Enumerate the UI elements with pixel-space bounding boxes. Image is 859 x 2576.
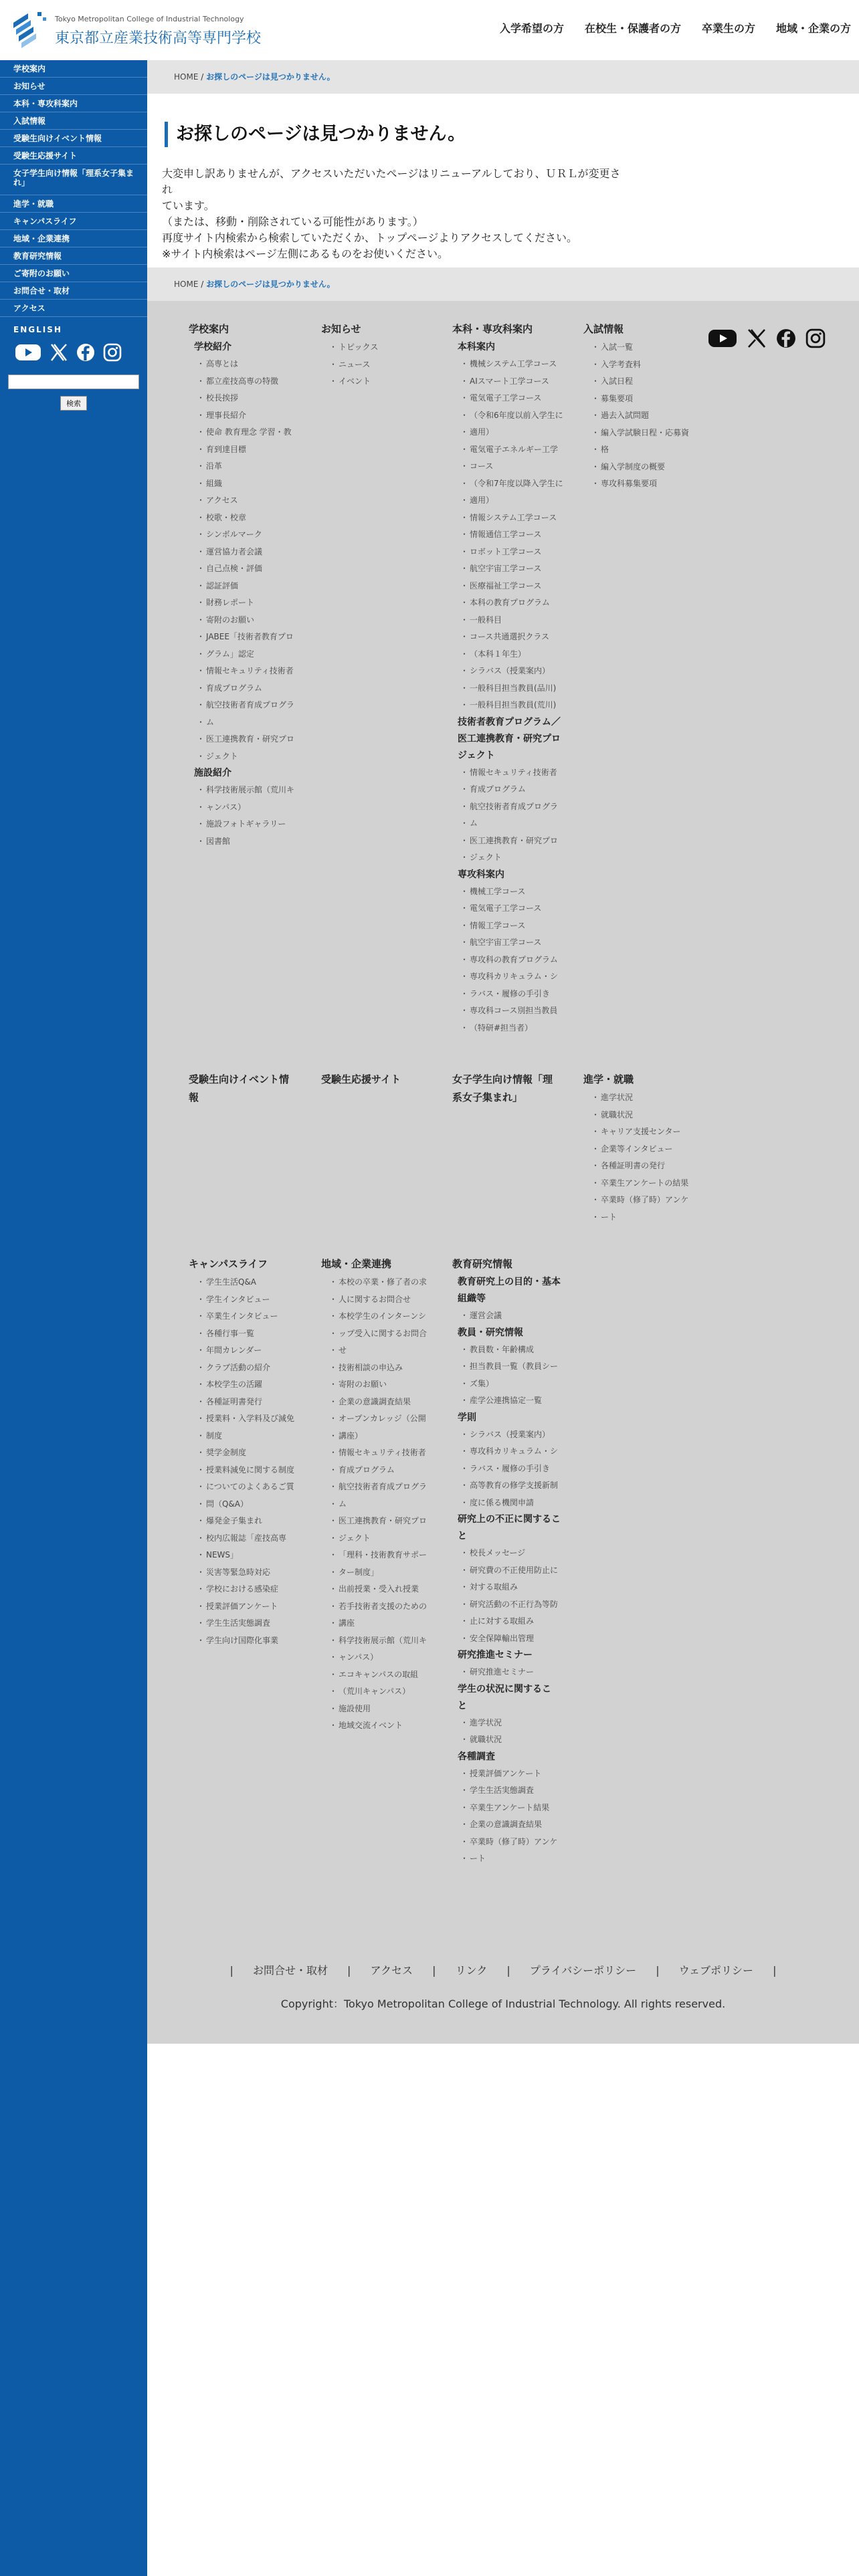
footer-col-community [321, 1256, 442, 1735]
footer-link[interactable]: ・ 卒業時（修了時）アンケ [452, 1834, 573, 1851]
footer-link[interactable]: ・ （令和7年度以降入学生に [452, 475, 573, 493]
main-content [147, 60, 859, 2576]
footer-link[interactable]: ・ 運営会議 [452, 1307, 573, 1325]
footer-link[interactable]: ・ ジェクト [189, 748, 309, 766]
footer-link[interactable]: ・ 組織 [189, 475, 309, 493]
footer-link[interactable]: ・ 情報セキュリティ技術者 [321, 1444, 442, 1462]
footer-link[interactable]: ・ クラブ活動の紹介 [189, 1360, 309, 1377]
footer-link[interactable]: ・ 都立産技高専の特徴 [189, 373, 309, 391]
footer-link[interactable]: ・ 出前授業・受入れ授業 [321, 1581, 442, 1598]
footer-link[interactable]: ・ 講座） [321, 1428, 442, 1445]
footer-link[interactable]: ・ NEWS」 [189, 1547, 309, 1564]
footer-link[interactable]: ・ 航空技術者育成プログラ [452, 798, 573, 816]
breadcrumb-current: お探しのページは見つかりません。 [206, 280, 335, 289]
sidebar-item[interactable]: 学校案内 [0, 60, 147, 78]
copyright: Copyright：Tokyo Metropolitan College of Industrial Technology. All rights reserved. [280, 1998, 726, 2010]
link-separator: | [656, 1964, 660, 1977]
footer-subheading[interactable]: と [458, 1700, 467, 1711]
footer-heading[interactable]: 報 [189, 1091, 199, 1103]
footer-bottom-link[interactable]: リンク [455, 1964, 488, 1977]
footer-breadcrumb [147, 267, 859, 301]
footer-link[interactable]: ・ 学生インタビュー [189, 1291, 309, 1309]
footer-link[interactable]: ・ 卒業生インタビュー [189, 1308, 309, 1325]
footer-link[interactable]: ・ 卒業時（修了時）アンケ [583, 1192, 704, 1209]
footer-bottom-link[interactable]: ウェブポリシー [678, 1964, 754, 1977]
footer-link[interactable]: ・ 安全保障輸出管理 [452, 1630, 573, 1648]
footer-link[interactable]: ・ 研究活動の不正行為等防 [452, 1596, 573, 1614]
footer-link[interactable]: ・ （本科１年生） [452, 646, 573, 663]
footer-link[interactable]: ・ 校内広報誌「産技高専 [189, 1530, 309, 1547]
footer-link[interactable]: ・ 理事長紹介 [189, 407, 309, 425]
footer-link[interactable]: ・ 情報システム工学コース [452, 510, 573, 527]
footer-subheading[interactable]: 学則 [458, 1412, 476, 1423]
footer-link[interactable]: ・ 育成プログラム [189, 680, 309, 697]
footer-link[interactable]: ・ 専攻科カリキュラム・シ [452, 968, 573, 986]
footer-link[interactable]: ・ 止に対する取組み [452, 1613, 573, 1630]
footer-link[interactable]: ・ 入学考査料 [583, 356, 697, 374]
footer-heading[interactable]: キャンパスライフ [189, 1258, 268, 1270]
footer-subheading[interactable]: 学校紹介 [194, 342, 231, 352]
footer-link[interactable]: ・ 情報セキュリティ技術者 [189, 663, 309, 680]
footer-link[interactable]: ・ 本校の卒業・修了者の求 [321, 1274, 442, 1291]
x-icon[interactable] [747, 328, 767, 348]
footer-link[interactable]: ・ 募集要項 [583, 391, 697, 408]
footer-col-admissions [583, 321, 697, 493]
sidebar-item[interactable]: 本科・専攻科案内 [0, 95, 147, 112]
footer-link[interactable]: ・ 本校学生の活躍 [189, 1376, 309, 1394]
footer-link[interactable]: ・ ニュース [321, 356, 442, 374]
message-line: ※サイト内検索はページ左側にあるものをお使いください。 [162, 247, 448, 260]
message-line: ています。 [162, 199, 215, 212]
logo-english: Tokyo Metropolitan College of Industrial Technology [55, 15, 244, 23]
sidebar-item[interactable]: 進学・就職 [0, 195, 147, 213]
footer-link[interactable]: ・ についてのよくあるご質 [189, 1479, 309, 1496]
footer-link[interactable]: ・ 企業の意識調査結果 [452, 1816, 573, 1834]
logo-mark-icon [11, 9, 50, 51]
footer-link[interactable]: ・ 災害等緊急時対応 [189, 1564, 309, 1582]
footer-heading[interactable]: 地域・企業連携 [321, 1258, 392, 1270]
footer-link[interactable]: ・ 航空技術者育成プログラ [321, 1479, 442, 1496]
footer-col-news [321, 321, 442, 391]
footer-link[interactable]: ・ ジェクト [452, 849, 573, 867]
footer-link[interactable]: ・ 技術相談の申込み [321, 1360, 442, 1377]
footer-link[interactable]: ・ 適用） [452, 424, 573, 441]
footer-link[interactable]: ・ 教員数・年齢構成 [452, 1341, 573, 1359]
footer-link[interactable]: ・ ラバス・履修の手引き [452, 1461, 573, 1478]
footer-link[interactable]: ・ 進学状況 [583, 1089, 704, 1107]
footer-link[interactable]: ・ 専攻科募集要項 [583, 475, 697, 493]
footer-subheading[interactable]: 各種調査 [458, 1751, 495, 1762]
sidebar-item[interactable]: アクセス [0, 300, 147, 317]
instagram-icon[interactable] [805, 328, 826, 348]
footer-link[interactable]: ・ 図書館 [189, 833, 309, 851]
footer-link[interactable]: ・ 奨学金制度 [189, 1444, 309, 1462]
footer-link[interactable]: ・ 育成プログラム [321, 1462, 442, 1479]
footer-col-courses [452, 321, 573, 1037]
footer-link[interactable]: ・ 担当教員一覧（教員シー [452, 1358, 573, 1376]
footer-link[interactable]: ・ シンボルマーク [189, 526, 309, 544]
footer-subheading[interactable]: 専攻科案内 [458, 869, 504, 880]
sidebar-item[interactable]: お知らせ [0, 78, 147, 95]
not-found-message [162, 166, 630, 262]
footer-link[interactable]: ・ （特研#担当者） [452, 1020, 573, 1037]
breadcrumb-current: お探しのページは見つかりません。 [206, 72, 335, 82]
page-title: お探しのページは見つかりません。 [176, 124, 466, 144]
footer-link[interactable]: ・ 年間カレンダー [189, 1342, 309, 1360]
footer-subheading[interactable]: 組織等 [458, 1293, 486, 1304]
footer-link[interactable]: ・ 学生生活実態調査 [189, 1615, 309, 1632]
footer-link[interactable]: ・ 研究費の不正使用防止に [452, 1562, 573, 1580]
site-logo[interactable] [11, 8, 262, 51]
footer-link[interactable]: ・ ャンパス） [321, 1649, 442, 1667]
footer-link[interactable]: ・ 授業評価アンケート [189, 1598, 309, 1616]
footer-link[interactable]: ・ 機械システム工学コース [452, 356, 573, 373]
sidebar-item[interactable]: 地域・企業連携 [0, 230, 147, 247]
footer-bottom-link[interactable]: お問合せ・取材 [252, 1964, 328, 1977]
footer-link[interactable]: ・ シラバス（授業案内） [452, 663, 573, 680]
footer-link[interactable]: ・ 問（Q&A） [189, 1496, 309, 1513]
youtube-icon[interactable] [708, 328, 737, 349]
message-line: 大変申し訳ありませんが、アクセスいただいたページはリニューアルしており、ＵＲＬが変更され [162, 167, 621, 196]
footer-heading[interactable]: 受験生応援サイト [321, 1073, 401, 1085]
footer-link[interactable]: ・ コース共通選択クラス [452, 629, 573, 646]
footer-link[interactable]: ・ 高等教育の修学支援新制 [452, 1477, 573, 1495]
footer-link[interactable]: ・ 適用） [452, 492, 573, 510]
footer-heading[interactable]: 進学・就職 [583, 1073, 634, 1085]
footer-link[interactable]: ・ キャリア支援センター [583, 1123, 704, 1141]
footer-heading[interactable]: 学校案内 [189, 323, 229, 335]
footer-link[interactable]: ・ 進学状況 [452, 1715, 573, 1732]
footer-link[interactable]: ・ 高専とは [189, 356, 309, 373]
footer-link[interactable]: ・ 航空宇宙工学コース [452, 560, 573, 578]
footer-link[interactable]: ・ 専攻科コース別担当教員 [452, 1002, 573, 1020]
footer-subheading[interactable]: 施設紹介 [194, 768, 231, 778]
search-button[interactable]: 検索 [60, 396, 87, 411]
footer-link[interactable]: ・ 授業料減免に関する制度 [189, 1462, 309, 1479]
footer-subheading[interactable]: 研究推進セミナー [458, 1650, 533, 1660]
facebook-icon[interactable] [776, 328, 796, 348]
breadcrumb-separator: / [201, 280, 204, 289]
link-separator: | [506, 1964, 510, 1977]
footer-link[interactable]: ・ 情報工学コース [452, 918, 573, 935]
footer-link[interactable]: ・ 編入学制度の概要 [583, 459, 697, 476]
footer-link[interactable]: ・ 企業等インタビュー [583, 1141, 704, 1158]
link-separator: | [432, 1964, 436, 1977]
footer-subheading[interactable]: 本科案内 [458, 342, 495, 352]
footer-link[interactable]: ・ 一般科目 [452, 612, 573, 629]
footer-heading[interactable]: お知らせ [321, 323, 361, 335]
footer-link[interactable]: ・ せ [321, 1342, 442, 1360]
nav-prospective[interactable]: 入学希望の方 [499, 22, 564, 35]
breadcrumb [147, 60, 859, 94]
footer-heading[interactable]: 女子学生向け情報「理 [452, 1073, 553, 1085]
footer-link[interactable]: ・ 育成プログラム [452, 781, 573, 798]
footer-link[interactable]: ・ 科学技術展示館（荒川キ [321, 1632, 442, 1650]
nav-alumni[interactable]: 卒業生の方 [701, 22, 755, 35]
footer-link[interactable]: ・ 自己点検・評価 [189, 560, 309, 578]
footer-link[interactable]: ・ ャンパス） [189, 799, 309, 817]
sidebar-item[interactable]: キャンパスライフ [0, 213, 147, 230]
footer-link[interactable]: ・ 電気電子工学コース [452, 390, 573, 407]
footer-bottom-link[interactable]: アクセス [370, 1964, 413, 1977]
sidebar-item[interactable]: お問合せ・取材 [0, 282, 147, 300]
instagram-icon[interactable] [103, 343, 122, 362]
footer-link[interactable]: ・ 授業料・入学料及び減免 [189, 1410, 309, 1428]
footer-link[interactable]: ・ 沿革 [189, 458, 309, 475]
footer-link[interactable]: ・ 研究推進セミナー [452, 1664, 573, 1681]
footer-subheading[interactable]: 教員・研究情報 [458, 1327, 523, 1338]
link-separator: | [773, 1964, 777, 1977]
footer-link[interactable]: ・ 学生向け国際化事業 [189, 1632, 309, 1650]
x-icon[interactable] [50, 343, 68, 362]
nav-students-parents[interactable]: 在校生・保護者の方 [584, 22, 681, 35]
footer-link[interactable]: ・ 医療福祉工学コース [452, 578, 573, 595]
footer-link[interactable]: ・ ート [452, 1850, 573, 1868]
footer-col-research [452, 1256, 573, 1868]
footer-link[interactable]: ・ 電気電子エネルギー工学 [452, 441, 573, 459]
footer-link[interactable]: ・ 校長挨拶 [189, 390, 309, 407]
footer-subheading[interactable]: 教育研究上の目的・基本 [458, 1277, 561, 1287]
footer-link[interactable]: ・ 本科の教育プログラム [452, 595, 573, 612]
footer-link[interactable]: ・ 電気電子工学コース [452, 900, 573, 918]
footer-subheading[interactable]: 研究上の不正に関するこ [458, 1514, 561, 1525]
footer-link[interactable]: ・ 卒業生アンケートの結果 [583, 1175, 704, 1192]
footer-link[interactable]: ・ 講座 [321, 1615, 442, 1632]
footer-link[interactable]: ・ 入試一覧 [583, 339, 697, 356]
footer-bottom-link[interactable]: プライバシーポリシー [529, 1964, 637, 1977]
footer-link[interactable]: ・ 爆発金子集まれ [189, 1513, 309, 1530]
footer-link[interactable]: ・ 機械工学コース [452, 883, 573, 901]
footer-link[interactable]: ・ 一般科目担当教員(品川) [452, 680, 573, 697]
footer-link[interactable]: ・ 格 [583, 441, 697, 459]
footer-link[interactable]: ・ ジェクト [321, 1530, 442, 1547]
footer-link[interactable]: ・ 専攻科カリキュラム・シ [452, 1443, 573, 1461]
footer-link[interactable]: ・ 各種証明書の発行 [583, 1158, 704, 1175]
footer-link[interactable]: ・ （荒川キャンパス） [321, 1683, 442, 1701]
footer-link[interactable]: ・ 医工連携教育・研究プロ [321, 1513, 442, 1530]
footer-link[interactable]: ・ 医工連携教育・研究プロ [452, 833, 573, 850]
footer-link[interactable]: ・ 企業の意識調査結果 [321, 1394, 442, 1411]
message-line: （または、移動・削除されている可能性があります。） [162, 215, 423, 228]
footer-col-career [583, 1071, 704, 1226]
sidebar-item[interactable]: 受験生向けイベント情報 [0, 130, 147, 147]
footer-link[interactable]: ・ ート [583, 1209, 704, 1226]
footer-subheading[interactable]: 学生の状況に関するこ [458, 1683, 551, 1695]
footer-link[interactable]: ・ 授業評価アンケート [452, 1765, 573, 1783]
footer-heading[interactable]: 本科・専攻科案内 [452, 323, 533, 335]
sidebar-sns [0, 340, 147, 362]
footer-link[interactable]: ・ （令和6年度以前入学生に [452, 407, 573, 425]
footer-link[interactable]: ・ ズ集） [452, 1376, 573, 1393]
footer-col-school [189, 321, 309, 850]
footer-link[interactable]: ・ 専攻科の教育プログラム [452, 952, 573, 969]
sidebar-item[interactable]: 受験生応援サイト [0, 147, 147, 165]
footer-heading[interactable]: 入試情報 [583, 323, 624, 335]
sidebar [0, 60, 147, 2576]
footer-link[interactable]: ・ ラバス・履修の手引き [452, 986, 573, 1003]
facebook-icon[interactable] [76, 343, 95, 362]
footer-link[interactable]: ・ 編入学試験日程・応募資 [583, 425, 697, 442]
footer-link[interactable]: ・ 度に係る機関申請 [452, 1495, 573, 1512]
footer-link[interactable]: ・ 対する取組み [452, 1579, 573, 1596]
footer-link[interactable]: ・ 財務レポート [189, 595, 309, 612]
site-header [0, 0, 859, 60]
footer-link[interactable]: ・ グラム」認定 [189, 646, 309, 663]
english-link[interactable]: ENGLISH [13, 325, 62, 334]
footer-link[interactable]: ・ イベント [321, 373, 442, 391]
sidebar-item[interactable]: ご寄附のお願い [0, 265, 147, 282]
footer-link[interactable]: ・ 卒業生アンケート結果 [452, 1800, 573, 1817]
footer-col-campus [189, 1256, 309, 1649]
page-title-block [165, 122, 466, 147]
message-line: 再度サイト内検索から検索していただくか、トップページよりアクセスしてください。 [162, 231, 577, 244]
logo-japanese: 東京都立産業技術高等専門学校 [55, 30, 262, 47]
footer-link[interactable]: ・ 情報通信工学コース [452, 526, 573, 544]
footer-link[interactable]: ・ 校歌・校章 [189, 510, 309, 527]
breadcrumb-home[interactable]: HOME [174, 72, 199, 82]
footer-heading[interactable]: 系女子集まれ」 [452, 1091, 523, 1103]
footer-subheading[interactable]: 技術者教育プログラム／ [458, 716, 561, 728]
sidebar-menu [0, 60, 147, 317]
footer-link[interactable]: ・ ター制度」 [321, 1564, 442, 1582]
footer-link[interactable]: ・ ップ受入に関するお問合 [321, 1325, 442, 1343]
footer-sns [708, 328, 835, 349]
footer-link[interactable]: ・ 若手技術者支援のための [321, 1598, 442, 1616]
footer-link[interactable]: ・ ロボット工学コース [452, 544, 573, 561]
footer-col-events [189, 1071, 309, 1107]
footer-link[interactable]: ・ 各種行事一覧 [189, 1325, 309, 1343]
footer-link-text: 育到達目標 [206, 444, 247, 454]
footer-link[interactable]: ・ 学校における感染症 [189, 1581, 309, 1598]
audience-nav [479, 20, 851, 35]
footer-link[interactable]: ・ 地域交流イベント [321, 1717, 442, 1735]
footer-link[interactable]: ・ 医工連携教育・研究プロ [189, 731, 309, 748]
footer-link[interactable]: ・ 情報セキュリティ技術者 [452, 764, 573, 782]
link-separator: | [347, 1964, 351, 1977]
breadcrumb-separator: / [201, 72, 204, 82]
footer-link[interactable]: ・ 航空技術者育成プログラ [189, 697, 309, 714]
footer-heading[interactable]: 受験生向けイベント情 [189, 1073, 290, 1085]
footer-link[interactable]: ・ 一般科目担当教員(荒川) [452, 697, 573, 714]
footer-link[interactable]: ・ 本校学生のインターンシ [321, 1308, 442, 1325]
footer-link[interactable]: ・ AIスマート工学コース [452, 373, 573, 391]
footer-link[interactable]: ・ 航空宇宙工学コース [452, 934, 573, 952]
footer-link[interactable]: ・ オープンカレッジ（公開 [321, 1410, 442, 1428]
youtube-icon[interactable] [15, 342, 41, 362]
footer-link[interactable]: ・ ム [321, 1496, 442, 1513]
footer-link[interactable]: ・ 学生生活Q&A [189, 1274, 309, 1291]
footer-link[interactable]: ・ 「理科・技術教育サポー [321, 1547, 442, 1564]
footer-link[interactable]: ・ トピックス [321, 339, 442, 356]
footer-link[interactable]: ・ 運営協力者会議 [189, 544, 309, 561]
footer-link[interactable]: ・ 寄附のお願い [189, 612, 309, 629]
footer-link[interactable]: ・ 認証評価 [189, 578, 309, 595]
footer-link[interactable]: ・ シラバス（授業案内） [452, 1426, 573, 1444]
footer-link[interactable]: ・ 学生生活実態調査 [452, 1782, 573, 1800]
footer-link[interactable]: ・ 産学公連携協定一覧 [452, 1392, 573, 1410]
footer-heading[interactable]: 教育研究情報 [452, 1258, 513, 1270]
footer-link[interactable]: ・ 施設フォトギャラリー [189, 816, 309, 833]
footer-bottom-links [147, 1962, 859, 1977]
footer-link[interactable]: ・ エコキャンパスの取組 [321, 1667, 442, 1684]
footer-link[interactable]: ・ 科学技術展示館（荒川キ [189, 782, 309, 799]
footer-link[interactable]: ・ 各種証明書発行 [189, 1394, 309, 1411]
footer-link[interactable]: ・ コース [452, 458, 573, 475]
footer-subheading[interactable]: ジェクト [458, 750, 495, 761]
footer-link[interactable]: ・ JABEE「技術者教育プロ [189, 629, 309, 646]
footer-link[interactable]: ・ 就職状況 [583, 1107, 704, 1124]
footer-subheading[interactable]: と [458, 1531, 467, 1541]
site-search [0, 362, 147, 411]
footer-subheading[interactable]: 医工連携教育・研究プロ [458, 733, 561, 744]
footer-link[interactable]: ・ 校長メッセージ [452, 1545, 573, 1562]
footer-link[interactable]: ・ アクセス [189, 492, 309, 510]
sidebar-item[interactable]: 女子学生向け情報「理系女子集まれ」 [0, 165, 147, 195]
footer-link[interactable]: ・ 制度 [189, 1428, 309, 1445]
footer-link[interactable]: ・ 入試日程 [583, 373, 697, 391]
link-separator: | [229, 1964, 233, 1977]
sidebar-item[interactable]: 教育研究情報 [0, 247, 147, 265]
footer [147, 267, 859, 2044]
footer-link-cont[interactable] [189, 441, 309, 459]
nav-community[interactable]: 地域・企業の方 [775, 22, 851, 35]
footer-col-women [452, 1071, 573, 1107]
breadcrumb-home[interactable]: HOME [174, 280, 199, 289]
footer-link[interactable]: ・ 寄附のお願い [321, 1376, 442, 1394]
footer-link[interactable]: ・ 就職状況 [452, 1731, 573, 1749]
footer-link[interactable]: ・ 使命 教育理念 学習・教 [189, 424, 309, 441]
footer-col-support [321, 1071, 442, 1089]
footer-link[interactable]: ・ ム [452, 815, 573, 833]
sidebar-item[interactable]: 入試情報 [0, 112, 147, 130]
footer-link[interactable]: ・ 施設使用 [321, 1701, 442, 1718]
search-input[interactable] [8, 374, 139, 389]
footer-link[interactable]: ・ ム [189, 714, 309, 732]
footer-link[interactable]: ・ 過去入試問題 [583, 407, 697, 425]
footer-link[interactable]: ・ 人に関するお問合せ [321, 1291, 442, 1309]
